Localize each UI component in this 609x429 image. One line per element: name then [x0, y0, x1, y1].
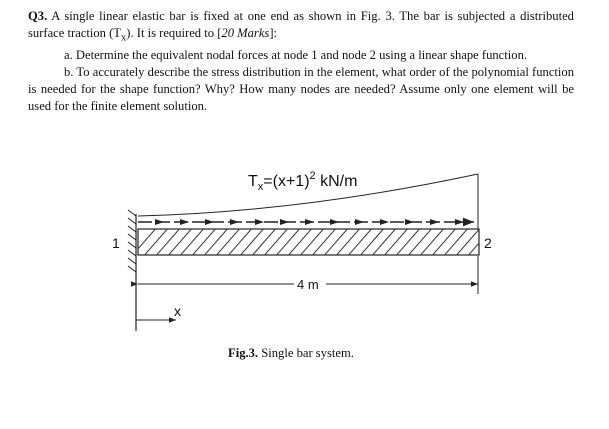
part-a: a. Determine the equivalent nodal forces at node 1 and node 2 using a linear shape function. [64, 47, 528, 62]
node-2-label: 2 [484, 235, 492, 251]
node-1-label: 1 [112, 235, 120, 251]
question-intro: Q3. A single linear elastic bar is fixed at one end as shown in Fig. 3. The bar is subjected a distributed surface traction $(T_x)$. It is required to [20 Marks]: [28, 9, 574, 44]
traction-arrows [138, 219, 474, 225]
x-axis-label: x [174, 303, 181, 319]
fixed-support [128, 210, 136, 331]
marks: 20 Marks [221, 26, 270, 40]
figure-caption: Fig.3. Single bar system. [228, 346, 354, 360]
part-b: b. To accurately describe the stress distribution in the element, what order of the polynomial function is needed for the shape function? Why? How many nodes are needed? Assume only one element will be used for the finite element solution. [28, 64, 574, 113]
traction-label: $T_x=(x+1)^2$ kN/m [248, 170, 358, 193]
length-label: 4 m [297, 277, 319, 292]
question-label: Q3. [28, 9, 48, 23]
